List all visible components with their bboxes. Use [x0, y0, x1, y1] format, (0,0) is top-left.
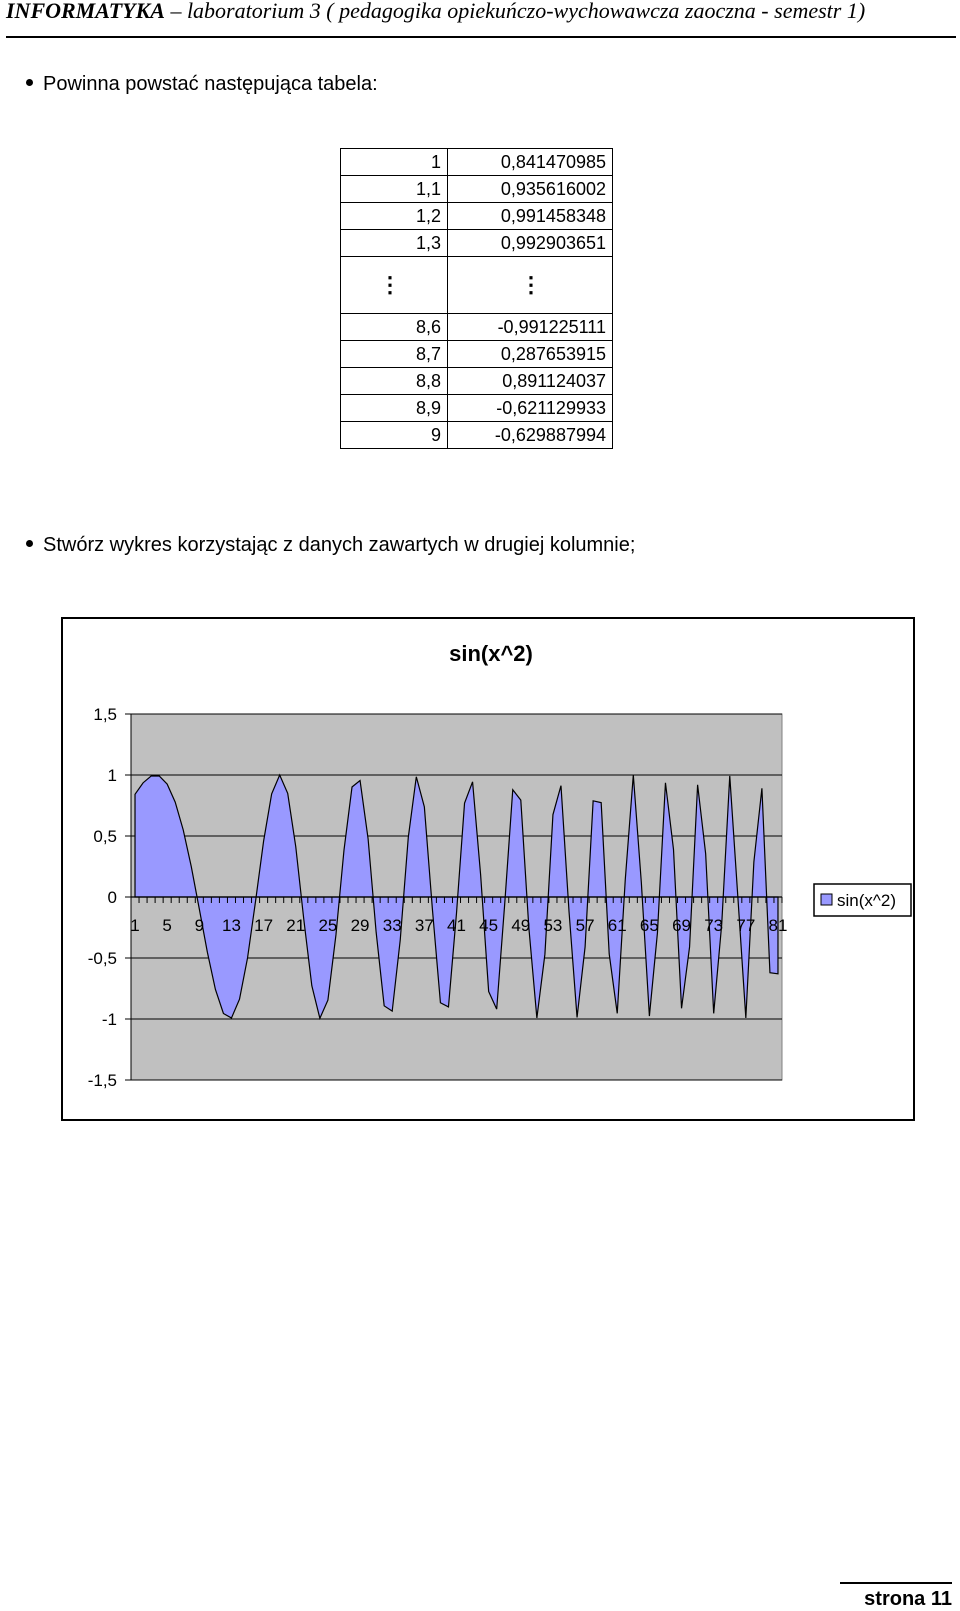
- bullet-icon: [26, 540, 33, 547]
- table-cell-value: 0,935616002: [448, 176, 613, 203]
- legend-label: sin(x^2): [837, 891, 896, 910]
- table-cell-x: 8,6: [341, 314, 448, 341]
- table-row: [341, 176, 613, 203]
- x-tick-label: 9: [194, 916, 205, 935]
- ellipsis-cell: ⋮: [448, 257, 613, 314]
- instruction-table: [26, 73, 378, 96]
- page-header: [6, 0, 956, 38]
- x-tick-label: 77: [736, 916, 756, 935]
- table-cell-value: 0,991458348: [448, 203, 613, 230]
- table-row: [341, 149, 613, 176]
- table-row: [341, 230, 613, 257]
- table-row: [341, 395, 613, 422]
- table-cell-x: 1: [341, 149, 448, 176]
- y-tick-label: 1: [107, 766, 117, 785]
- chart-frame: [61, 617, 915, 1121]
- x-tick-label: 33: [382, 916, 402, 935]
- x-tick-label: 37: [414, 916, 434, 935]
- instruction-chart: [26, 534, 635, 557]
- table-cell-value: 0,891124037: [448, 368, 613, 395]
- table-cell-value: -0,991225111: [448, 314, 613, 341]
- table-cell-value: -0,629887994: [448, 422, 613, 449]
- table-row: [341, 422, 613, 449]
- x-tick-label: 65: [639, 916, 659, 935]
- x-tick-label: 53: [543, 916, 563, 935]
- x-tick-label: 45: [479, 916, 499, 935]
- page-number: strona 11: [840, 1582, 952, 1611]
- x-tick-label: 1: [130, 916, 140, 935]
- x-tick-label: 17: [254, 916, 274, 935]
- ellipsis-cell: ⋮: [341, 257, 448, 314]
- x-tick-label: 61: [607, 916, 627, 935]
- x-tick-label: 21: [286, 916, 306, 935]
- table-cell-value: -0,621129933: [448, 395, 613, 422]
- table-cell-value: 0,841470985: [448, 149, 613, 176]
- table-cell-value: 0,287653915: [448, 341, 613, 368]
- table-cell-x: 8,9: [341, 395, 448, 422]
- table-cell-x: 1,3: [341, 230, 448, 257]
- x-tick-label: 81: [768, 916, 788, 935]
- table-row: [341, 314, 613, 341]
- table-cell-x: 8,8: [341, 368, 448, 395]
- table-cell-x: 1,2: [341, 203, 448, 230]
- x-tick-label: 5: [162, 916, 172, 935]
- bullet-icon: [26, 79, 33, 86]
- y-tick-label: 1,5: [93, 705, 117, 724]
- x-tick-label: 29: [350, 916, 370, 935]
- x-tick-label: 49: [511, 916, 531, 935]
- values-table: [340, 148, 613, 449]
- instruction-chart-text: Stwórz wykres korzystając z danych zawartych w drugiej kolumnie;: [43, 534, 636, 556]
- y-tick-label: -0,5: [87, 949, 117, 968]
- table-cell-value: 0,992903651: [448, 230, 613, 257]
- x-tick-label: 25: [318, 916, 338, 935]
- table-cell-x: 8,7: [341, 341, 448, 368]
- table-cell-x: 9: [341, 422, 448, 449]
- x-tick-label: 73: [704, 916, 724, 935]
- x-tick-label: 41: [447, 916, 466, 935]
- y-tick-label: -1: [101, 1010, 117, 1029]
- y-tick-label: 0: [107, 888, 117, 907]
- chart-title: sin(x^2): [449, 641, 533, 666]
- course-title: INFORMATYKA: [6, 0, 165, 23]
- instruction-table-text: Powinna powstać następująca tabela:: [43, 73, 378, 95]
- lab-subtitle: – laboratorium 3 ( pedagogika opiekuńczo-wychowawcza zaoczna - semestr 1): [164, 0, 866, 23]
- legend-swatch: [821, 894, 832, 905]
- table-row: [341, 368, 613, 395]
- x-tick-label: 57: [575, 916, 595, 935]
- table-row: [341, 341, 613, 368]
- x-tick-label: 69: [672, 916, 691, 935]
- table-row-ellipsis: [341, 257, 613, 314]
- x-tick-label: 13: [222, 916, 241, 935]
- y-tick-label: -1,5: [87, 1071, 117, 1090]
- table-row: [341, 203, 613, 230]
- table-cell-x: 1,1: [341, 176, 448, 203]
- sin-chart: [63, 619, 913, 1119]
- y-tick-label: 0,5: [93, 827, 117, 846]
